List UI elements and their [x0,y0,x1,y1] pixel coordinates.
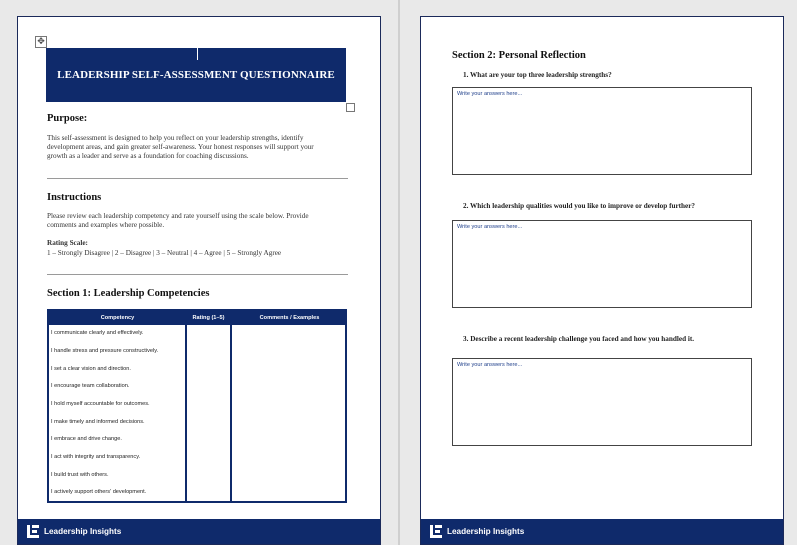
page-gutter [398,0,400,545]
competency-table [47,309,347,503]
text-cursor [197,48,198,60]
table-row[interactable]: I act with integrity and transparency. [51,454,141,460]
footer-brand: Leadership Insights [447,527,525,536]
divider-1 [47,178,348,179]
leadership-insights-logo-icon [430,525,442,538]
question-1: 1. What are your top three leadership strengths? [463,71,612,79]
purpose-line-2: development areas, and gain greater self-awareness. Your honest responses will support your [47,143,314,151]
table-move-handle-icon[interactable]: ✥ [35,36,47,48]
question-2: 2. Which leadership qualities would you like to improve or develop further? [463,202,696,210]
title-banner [46,48,346,102]
table-row[interactable]: I communicate clearly and effectively. [51,330,144,336]
competency-table-header [49,311,345,325]
table-row[interactable]: I handle stress and pressure constructively. [51,348,159,354]
rating-scale-label: Rating Scale: [47,239,88,247]
section2-heading: Section 2: Personal Reflection [452,50,586,61]
col-header-competency: Competency [100,315,135,321]
rating-scale-text: 1 – Strongly Disagree | 2 – Disagree | 3 – Neutral | 4 – Agree | 5 – Strongly Agree [47,249,282,257]
document-page-1 [17,16,381,545]
table-resize-handle[interactable] [346,103,355,112]
column-divider-1 [185,325,187,503]
col-header-rating: Rating (1–5) [192,315,225,321]
answer-box-3[interactable] [452,358,752,446]
table-row[interactable]: I hold myself accountable for outcomes. [51,401,150,407]
table-row[interactable]: I make timely and informed decisions. [51,419,145,425]
instructions-line-2: comments and examples where possible. [47,221,165,229]
document-title: LEADERSHIP SELF-ASSESSMENT QUESTIONNAIRE [57,69,335,81]
leadership-insights-logo-icon [27,525,39,538]
answer-box-1[interactable] [452,87,752,175]
footer-brand: Leadership Insights [44,527,122,536]
section1-heading: Section 1: Leadership Competencies [47,288,210,299]
answer-box-2[interactable] [452,220,752,308]
col-header-comments: Comments / Examples [259,315,320,321]
table-row[interactable]: I actively support others' development. [51,489,147,495]
page-footer [18,519,380,544]
answer-placeholder-1: Write your answers here... [457,91,523,97]
answer-placeholder-3: Write your answers here... [457,362,523,368]
question-3: 3. Describe a recent leadership challenge you faced and how you handled it. [463,335,695,343]
column-divider-2 [230,325,232,503]
answer-placeholder-2: Write your answers here... [457,224,523,230]
table-row[interactable]: I build trust with others. [51,472,109,478]
document-page-2 [420,16,784,545]
purpose-line-3: growth as a leader and serve as a foundation for coaching discussions. [47,152,249,160]
divider-2 [47,274,348,275]
purpose-heading: Purpose: [47,113,88,124]
page-footer [421,519,783,544]
instructions-heading: Instructions [47,192,102,203]
purpose-line-1: This self-assessment is designed to help you reflect on your leadership strengths, identify [47,134,304,142]
table-row[interactable]: I encourage team collaboration. [51,383,130,389]
table-row[interactable]: I embrace and drive change. [51,436,122,442]
table-row[interactable]: I set a clear vision and direction. [51,366,131,372]
instructions-line-1: Please review each leadership competency and rate yourself using the scale below. Provide [47,212,309,220]
